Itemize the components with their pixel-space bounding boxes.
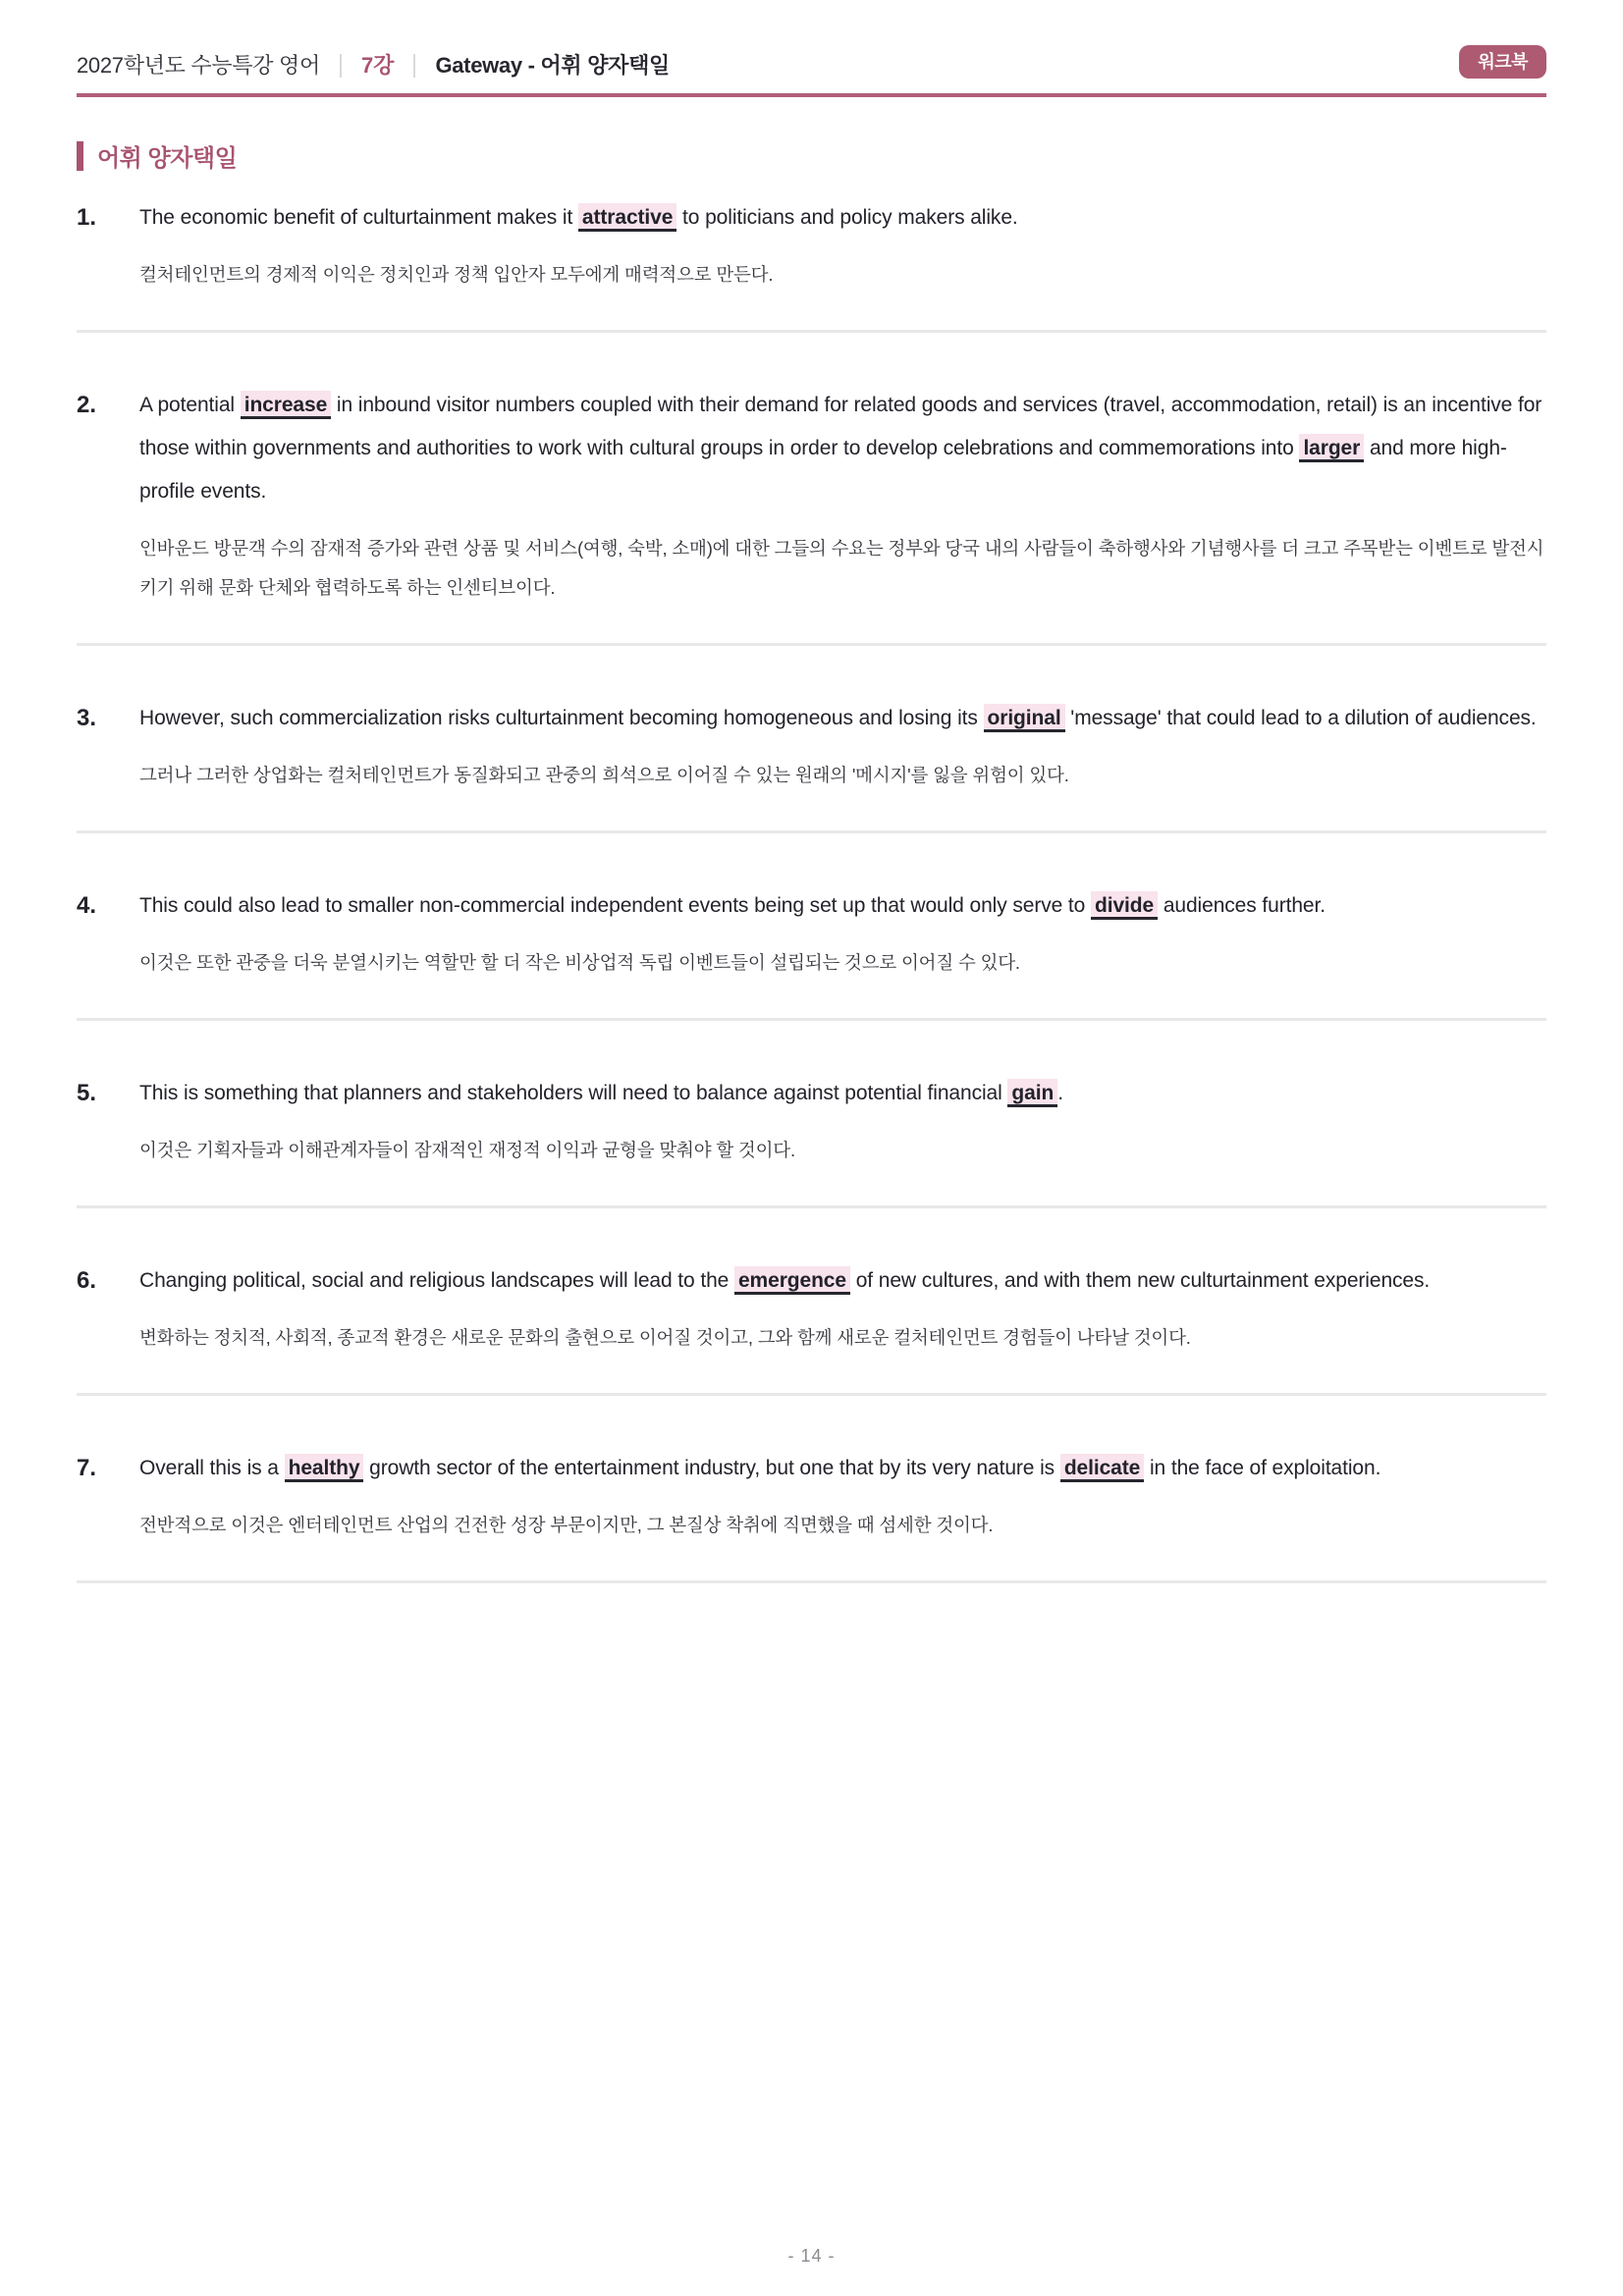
vocab-item — [77, 1259, 1546, 1358]
header-breadcrumb — [77, 53, 670, 79]
english-sentence: Changing political, social and religious landscapes will lead to the emergence of new cultures, and with them new culturtainment experiences. — [139, 1259, 1546, 1303]
english-sentence: A potential increase in inbound visitor numbers coupled with their demand for related goods and services (travel, accommodation, retail) is an incentive for those within governments and authorities to work with cultural groups in order to develop celebrations and commemorations into larger and more high-profile events. — [139, 384, 1546, 513]
korean-translation: 전반적으로 이것은 엔터테인먼트 산업의 건전한 성장 부문이지만, 그 본질상 착취에 직면했을 때 섬세한 것이다. — [139, 1515, 994, 1535]
item-body — [139, 384, 1546, 608]
vocab-item — [77, 884, 1546, 983]
highlighted-word: emergence — [734, 1266, 850, 1295]
page-header — [77, 0, 1546, 79]
item-number: 2. — [77, 392, 97, 418]
highlighted-word: increase — [241, 391, 331, 419]
english-sentence: Overall this is a healthy growth sector of the entertainment industry, but one that by its very nature is delicate in the face of exploitation. — [139, 1447, 1546, 1490]
lesson-number: 7강 — [360, 52, 395, 78]
highlighted-word: larger — [1299, 434, 1364, 462]
section-header — [77, 138, 1546, 173]
korean-translation: 이것은 기획자들과 이해관계자들이 잠재적인 재정적 이익과 균형을 맞춰야 할 것이다. — [139, 1140, 795, 1160]
vocab-item — [77, 1072, 1546, 1170]
header-separator — [413, 54, 415, 78]
english-sentence: However, such commercialization risks culturtainment becoming homogeneous and losing its original 'message' that could lead to a dilution of audiences. — [139, 697, 1546, 740]
item-number: 5. — [77, 1080, 97, 1106]
page-number: - 14 - — [787, 2246, 836, 2266]
item-body — [139, 1072, 1546, 1170]
highlighted-word: attractive — [578, 203, 676, 232]
english-sentence: This could also lead to smaller non-commercial independent events being set up that would only serve to divide audiences further. — [139, 884, 1546, 928]
english-sentence: The economic benefit of culturtainment makes it attractive to politicians and policy makers alike. — [139, 196, 1546, 240]
section-title: 어휘 양자택일 — [97, 145, 238, 172]
vocab-item — [77, 697, 1546, 795]
highlighted-word: gain — [1007, 1079, 1057, 1107]
workbook-badge: 워크북 — [1459, 45, 1546, 79]
item-body — [139, 1447, 1546, 1545]
item-divider — [77, 830, 1546, 833]
item-divider — [77, 1018, 1546, 1021]
korean-translation: 변화하는 정치적, 사회적, 종교적 환경은 새로운 문화의 출현으로 이어질 것이고, 그와 함께 새로운 컬처테인먼트 경험들이 나타날 것이다. — [139, 1327, 1191, 1348]
highlighted-word: delicate — [1060, 1454, 1144, 1482]
section-accent-bar — [77, 141, 83, 171]
header-rule — [77, 93, 1546, 97]
header-separator — [340, 54, 342, 78]
item-number: 1. — [77, 204, 97, 231]
item-number: 3. — [77, 705, 97, 731]
highlighted-word: original — [984, 704, 1065, 732]
item-body — [139, 196, 1546, 294]
korean-translation: 그러나 그러한 상업화는 컬처테인먼트가 동질화되고 관중의 희석으로 이어질 수 있는 원래의 '메시지'를 잃을 위험이 있다. — [139, 765, 1069, 785]
item-divider — [77, 1393, 1546, 1396]
korean-translation: 인바운드 방문객 수의 잠재적 증가와 관련 상품 및 서비스(여행, 숙박, 소매)에 대한 그들의 수요는 정부와 당국 내의 사람들이 축하행사와 기념행사를 더 크고 주목받는 이벤트로 발전시키기 위해 문화 단체와 협력하도록 하는 인센티브이다. — [139, 538, 1544, 598]
vocab-item — [77, 384, 1546, 608]
vocab-item — [77, 1447, 1546, 1545]
vocab-item — [77, 196, 1546, 294]
item-number: 6. — [77, 1267, 97, 1294]
item-divider — [77, 1580, 1546, 1583]
highlighted-word: healthy — [285, 1454, 364, 1482]
item-body — [139, 884, 1546, 983]
english-sentence: This is something that planners and stakeholders will need to balance against potential financial gain . — [139, 1072, 1546, 1115]
document-title: Gateway - 어휘 양자택일 — [435, 52, 671, 78]
item-body — [139, 697, 1546, 795]
item-divider — [77, 643, 1546, 646]
course-title: 2027학년도 수능특강 영어 — [77, 52, 320, 78]
korean-translation: 이것은 또한 관중을 더욱 분열시키는 역할만 할 더 작은 비상업적 독립 이벤트들이 설립되는 것으로 이어질 수 있다. — [139, 952, 1020, 973]
items-list — [77, 196, 1546, 1583]
highlighted-word: divide — [1091, 891, 1158, 920]
item-body — [139, 1259, 1546, 1358]
korean-translation: 컬처테인먼트의 경제적 이익은 정치인과 정책 입안자 모두에게 매력적으로 만든다. — [139, 264, 774, 285]
item-divider — [77, 330, 1546, 333]
item-number: 4. — [77, 892, 97, 919]
item-divider — [77, 1205, 1546, 1208]
item-number: 7. — [77, 1455, 97, 1481]
